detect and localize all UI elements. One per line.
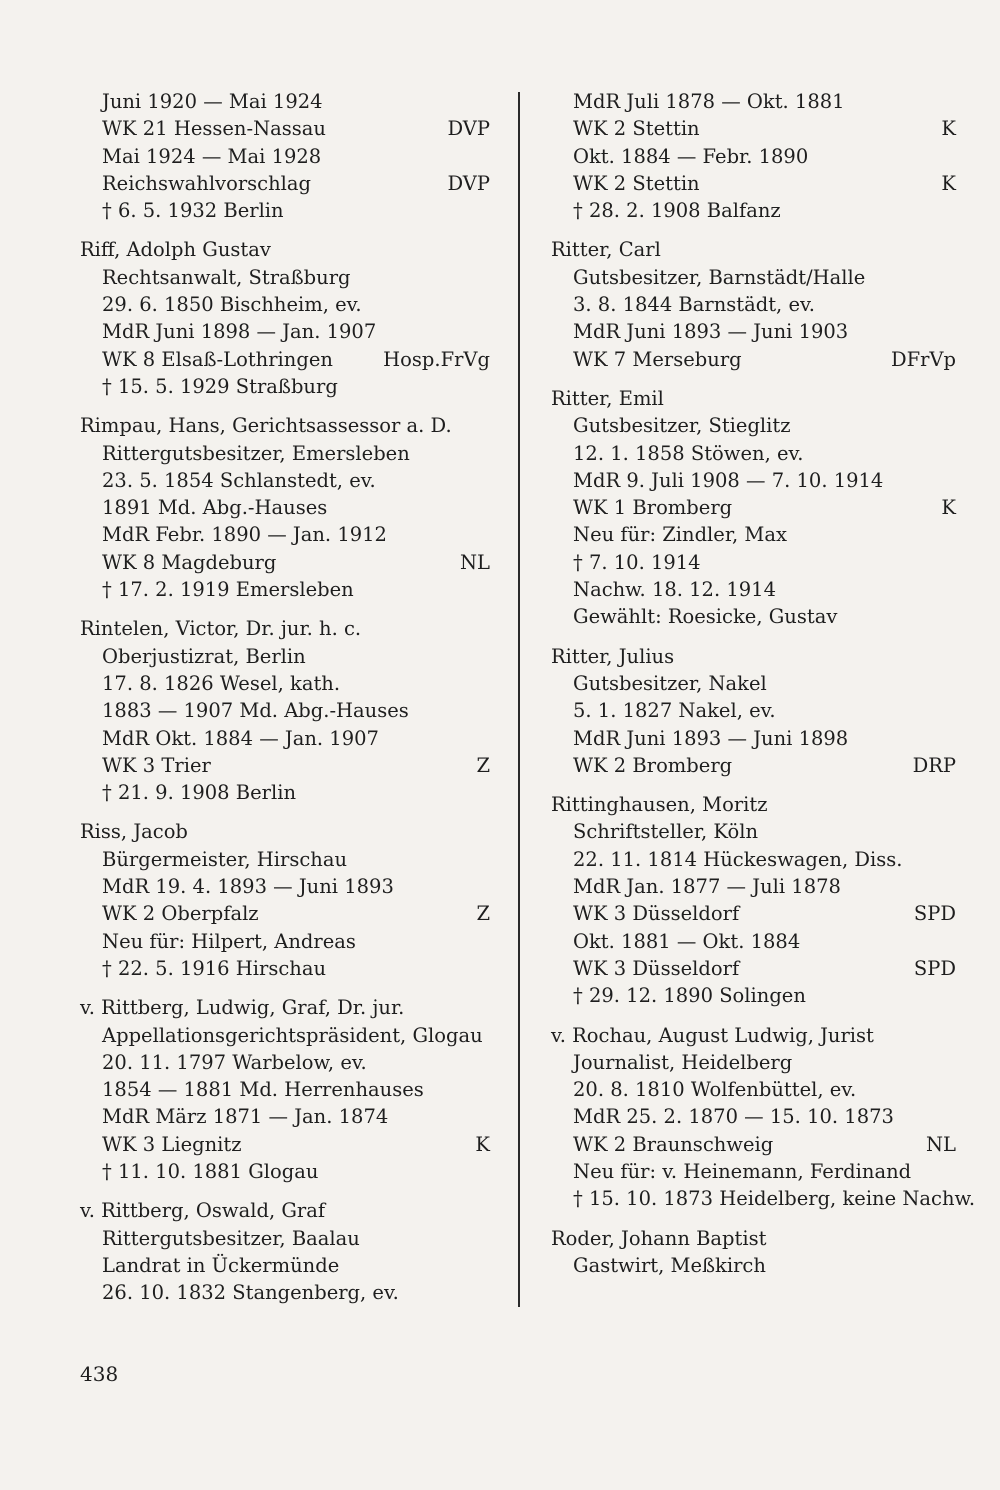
entry-line bbox=[80, 1049, 490, 1076]
entry-line bbox=[80, 88, 490, 115]
line-text: 20. 8. 1810 Wolfenbüttel, ev. bbox=[573, 1078, 857, 1102]
line-text: Gutsbesitzer, Stieglitz bbox=[573, 414, 791, 438]
entry-line bbox=[80, 779, 490, 806]
entry-line bbox=[551, 467, 956, 494]
entry-line bbox=[80, 900, 490, 927]
line-text: † 15. 10. 1873 Heidelberg, keine Nachw. bbox=[573, 1187, 976, 1211]
entry-line bbox=[551, 1185, 976, 1212]
entry-line bbox=[551, 412, 956, 439]
line-text: 29. 6. 1850 Bischheim, ev. bbox=[102, 293, 362, 317]
line-text: MdR Okt. 1884 — Jan. 1907 bbox=[102, 726, 379, 750]
entry-name bbox=[551, 791, 956, 818]
biography-entry bbox=[80, 88, 490, 224]
entry-name bbox=[80, 994, 490, 1021]
entry-line bbox=[551, 873, 956, 900]
entry-line bbox=[551, 1076, 956, 1103]
entry-line bbox=[551, 603, 956, 630]
party-label: NL bbox=[925, 1132, 956, 1156]
biography-entry bbox=[80, 236, 490, 400]
line-text: MdR 9. Juli 1908 — 7. 10. 1914 bbox=[573, 468, 884, 492]
party-label: Z bbox=[476, 753, 490, 777]
party-label: K bbox=[941, 117, 956, 141]
entry-line bbox=[80, 467, 490, 494]
line-text: Neu für: Hilpert, Andreas bbox=[102, 929, 356, 953]
entry-line bbox=[80, 494, 490, 521]
line-text: WK 3 Trier bbox=[102, 753, 211, 777]
entry-line bbox=[551, 1158, 956, 1185]
entry-name bbox=[551, 1225, 956, 1252]
line-text: Riff, Adolph Gustav bbox=[80, 238, 271, 262]
line-text: v. Rittberg, Ludwig, Graf, Dr. jur. bbox=[80, 996, 405, 1020]
entry-line bbox=[551, 670, 956, 697]
entry-line bbox=[80, 373, 490, 400]
entry-name bbox=[80, 818, 490, 845]
entry-line bbox=[80, 670, 490, 697]
entry-line bbox=[551, 197, 956, 224]
line-text: Bürgermeister, Hirschau bbox=[102, 847, 348, 871]
entry-line bbox=[551, 440, 956, 467]
party-label: K bbox=[941, 171, 956, 195]
line-text: Rechtsanwalt, Straßburg bbox=[102, 265, 351, 289]
entry-line bbox=[80, 643, 490, 670]
entry-line bbox=[80, 1103, 490, 1130]
line-text: 22. 11. 1814 Hückeswagen, Diss. bbox=[573, 847, 903, 871]
entry-line bbox=[551, 982, 956, 1009]
line-text: Schriftsteller, Köln bbox=[573, 820, 759, 844]
line-text: Okt. 1884 — Febr. 1890 bbox=[573, 144, 809, 168]
line-text: WK 2 Stettin bbox=[573, 117, 700, 141]
line-text: WK 2 Stettin bbox=[573, 171, 700, 195]
entry-name bbox=[551, 1022, 956, 1049]
entry-line bbox=[80, 725, 490, 752]
left-column bbox=[80, 88, 490, 1318]
line-text: † 22. 5. 1916 Hirschau bbox=[102, 956, 327, 980]
entry-line bbox=[80, 170, 490, 197]
line-text: 17. 8. 1826 Wesel, kath. bbox=[102, 671, 341, 695]
entry-line bbox=[80, 1158, 490, 1185]
biography-entry bbox=[551, 88, 956, 224]
entry-line bbox=[551, 318, 956, 345]
biography-entry bbox=[80, 1197, 490, 1306]
entry-line bbox=[80, 1022, 490, 1049]
entry-line bbox=[80, 846, 490, 873]
line-text: † 21. 9. 1908 Berlin bbox=[102, 781, 297, 805]
line-text: 1883 — 1907 Md. Abg.-Hauses bbox=[102, 699, 409, 723]
line-text: Riss, Jacob bbox=[80, 820, 188, 844]
entry-line bbox=[80, 291, 490, 318]
entry-line bbox=[80, 1225, 490, 1252]
biography-entry bbox=[551, 1225, 956, 1280]
line-text: Ritter, Emil bbox=[551, 386, 664, 410]
entry-line bbox=[80, 928, 490, 955]
entry-line bbox=[80, 264, 490, 291]
line-text: MdR Febr. 1890 — Jan. 1912 bbox=[102, 523, 387, 547]
entry-line bbox=[80, 440, 490, 467]
line-text: Neu für: Zindler, Max bbox=[573, 523, 787, 547]
entry-line bbox=[80, 1076, 490, 1103]
entry-line bbox=[80, 197, 490, 224]
entry-line bbox=[551, 900, 956, 927]
entry-line bbox=[80, 318, 490, 345]
line-text: Reichswahlvorschlag bbox=[102, 171, 311, 195]
party-label: DVP bbox=[447, 171, 490, 195]
entry-line bbox=[551, 264, 956, 291]
line-text: MdR Juni 1893 — Juni 1903 bbox=[573, 320, 849, 344]
line-text: Gewählt: Roesicke, Gustav bbox=[573, 605, 838, 629]
line-text: v. Rochau, August Ludwig, Jurist bbox=[551, 1023, 874, 1047]
entry-line bbox=[80, 549, 490, 576]
line-text: Nachw. 18. 12. 1914 bbox=[573, 578, 776, 602]
entry-line bbox=[80, 143, 490, 170]
line-text: Gastwirt, Meßkirch bbox=[573, 1253, 766, 1277]
party-label: DFrVp bbox=[890, 347, 956, 371]
entry-name bbox=[80, 615, 490, 642]
line-text: Oberjustizrat, Berlin bbox=[102, 644, 306, 668]
entry-name bbox=[80, 412, 490, 439]
line-text: MdR 19. 4. 1893 — Juni 1893 bbox=[102, 875, 394, 899]
line-text: Rimpau, Hans, Gerichtsassessor a. D. bbox=[80, 414, 452, 438]
entry-line bbox=[551, 697, 956, 724]
line-text: 20. 11. 1797 Warbelow, ev. bbox=[102, 1050, 367, 1074]
biography-entry bbox=[551, 1022, 976, 1213]
entry-name bbox=[80, 1197, 490, 1224]
line-text: † 29. 12. 1890 Solingen bbox=[573, 984, 806, 1008]
party-label: NL bbox=[459, 550, 490, 574]
line-text: Rittergutsbesitzer, Baalau bbox=[102, 1226, 360, 1250]
entry-line bbox=[551, 1049, 956, 1076]
line-text: 3. 8. 1844 Barnstädt, ev. bbox=[573, 293, 815, 317]
entry-line bbox=[80, 1131, 490, 1158]
party-label: SPD bbox=[913, 902, 956, 926]
entry-name bbox=[551, 236, 956, 263]
entry-line bbox=[551, 115, 956, 142]
line-text: Roder, Johann Baptist bbox=[551, 1226, 767, 1250]
page-number: 438 bbox=[80, 1362, 119, 1386]
biography-entry bbox=[551, 236, 956, 372]
entry-line bbox=[80, 873, 490, 900]
line-text: Juni 1920 — Mai 1924 bbox=[102, 90, 323, 113]
entry-line bbox=[551, 291, 956, 318]
entry-line bbox=[551, 955, 956, 982]
entry-line bbox=[80, 576, 490, 603]
line-text: WK 21 Hessen-Nassau bbox=[102, 117, 326, 141]
line-text: MdR Juli 1878 — Okt. 1881 bbox=[573, 90, 845, 113]
line-text: WK 3 Düsseldorf bbox=[573, 902, 740, 926]
line-text: Rittergutsbesitzer, Emersleben bbox=[102, 441, 410, 465]
line-text: Neu für: v. Heinemann, Ferdinand bbox=[573, 1159, 912, 1183]
line-text: MdR 25. 2. 1870 — 15. 10. 1873 bbox=[573, 1105, 894, 1129]
entry-line bbox=[551, 846, 956, 873]
line-text: 1891 Md. Abg.-Hauses bbox=[102, 496, 328, 520]
entry-line bbox=[80, 697, 490, 724]
right-column bbox=[551, 88, 976, 1291]
biography-entry bbox=[551, 643, 956, 779]
entry-line bbox=[80, 115, 490, 142]
line-text: MdR Juni 1893 — Juni 1898 bbox=[573, 726, 849, 750]
party-label: DRP bbox=[912, 753, 956, 777]
line-text: † 28. 2. 1908 Balfanz bbox=[573, 199, 781, 223]
line-text: † 7. 10. 1914 bbox=[573, 550, 701, 574]
line-text: 12. 1. 1858 Stöwen, ev. bbox=[573, 441, 804, 465]
entry-line bbox=[80, 752, 490, 779]
line-text: Mai 1924 — Mai 1928 bbox=[102, 144, 322, 168]
party-label: K bbox=[475, 1132, 490, 1156]
biography-entry bbox=[80, 412, 490, 603]
line-text: Landrat in Ückermünde bbox=[102, 1253, 340, 1277]
entry-line bbox=[80, 955, 490, 982]
line-text: WK 2 Bromberg bbox=[573, 753, 733, 777]
line-text: Gutsbesitzer, Nakel bbox=[573, 671, 767, 695]
entry-line bbox=[551, 549, 956, 576]
entry-line bbox=[80, 521, 490, 548]
line-text: WK 3 Düsseldorf bbox=[573, 956, 740, 980]
biography-entry bbox=[551, 791, 956, 1009]
entry-line bbox=[551, 1131, 956, 1158]
line-text: Okt. 1881 — Okt. 1884 bbox=[573, 929, 801, 953]
line-text: Rintelen, Victor, Dr. jur. h. c. bbox=[80, 617, 362, 641]
entry-line bbox=[551, 928, 956, 955]
line-text: Journalist, Heidelberg bbox=[573, 1050, 793, 1074]
party-label: SPD bbox=[913, 956, 956, 980]
line-text: WK 1 Bromberg bbox=[573, 496, 733, 520]
line-text: 1854 — 1881 Md. Herrenhauses bbox=[102, 1078, 424, 1102]
entry-line bbox=[551, 818, 956, 845]
entry-line bbox=[80, 1279, 490, 1306]
entry-name bbox=[551, 643, 956, 670]
entry-name bbox=[551, 385, 956, 412]
line-text: 5. 1. 1827 Nakel, ev. bbox=[573, 699, 776, 723]
entry-line bbox=[551, 170, 956, 197]
line-text: Gutsbesitzer, Barnstädt/Halle bbox=[573, 265, 866, 289]
entry-line bbox=[551, 88, 956, 115]
line-text: v. Rittberg, Oswald, Graf bbox=[80, 1199, 326, 1223]
line-text: † 15. 5. 1929 Straßburg bbox=[102, 374, 338, 398]
line-text: WK 8 Magdeburg bbox=[102, 550, 277, 574]
entry-line bbox=[551, 752, 956, 779]
column-divider bbox=[518, 92, 520, 1307]
party-label: K bbox=[941, 496, 956, 520]
entry-line bbox=[80, 346, 490, 373]
entry-line bbox=[551, 1252, 956, 1279]
party-label: Hosp.FrVg bbox=[383, 347, 490, 371]
biography-entry bbox=[80, 818, 490, 982]
entry-line bbox=[551, 725, 956, 752]
entry-line bbox=[551, 576, 956, 603]
line-text: WK 8 Elsaß-Lothringen bbox=[102, 347, 333, 371]
biography-entry bbox=[80, 994, 490, 1185]
line-text: 26. 10. 1832 Stangenberg, ev. bbox=[102, 1281, 399, 1305]
party-label: Z bbox=[476, 902, 490, 926]
line-text: WK 2 Oberpfalz bbox=[102, 902, 259, 926]
line-text: † 6. 5. 1932 Berlin bbox=[102, 199, 284, 223]
entry-line bbox=[551, 521, 956, 548]
line-text: MdR Jan. 1877 — Juli 1878 bbox=[573, 875, 841, 899]
line-text: WK 2 Braunschweig bbox=[573, 1132, 774, 1156]
entry-line bbox=[551, 494, 956, 521]
line-text: Ritter, Carl bbox=[551, 238, 661, 262]
party-label: DVP bbox=[447, 117, 490, 141]
entry-line bbox=[551, 346, 956, 373]
entry-name bbox=[80, 236, 490, 263]
line-text: 23. 5. 1854 Schlanstedt, ev. bbox=[102, 468, 376, 492]
line-text: Rittinghausen, Moritz bbox=[551, 793, 768, 817]
entry-line bbox=[80, 1252, 490, 1279]
line-text: WK 3 Liegnitz bbox=[102, 1132, 242, 1156]
biography-entry bbox=[80, 615, 490, 806]
line-text: † 11. 10. 1881 Glogau bbox=[102, 1159, 319, 1183]
line-text: MdR März 1871 — Jan. 1874 bbox=[102, 1105, 389, 1129]
line-text: MdR Juni 1898 — Jan. 1907 bbox=[102, 320, 377, 344]
line-text: Appellationsgerichtspräsident, Glogau bbox=[102, 1023, 483, 1047]
biography-entry bbox=[551, 385, 956, 631]
entry-line bbox=[551, 143, 956, 170]
line-text: Ritter, Julius bbox=[551, 644, 675, 668]
entry-line bbox=[551, 1103, 956, 1130]
line-text: † 17. 2. 1919 Emersleben bbox=[102, 578, 354, 602]
line-text: WK 7 Merseburg bbox=[573, 347, 742, 371]
